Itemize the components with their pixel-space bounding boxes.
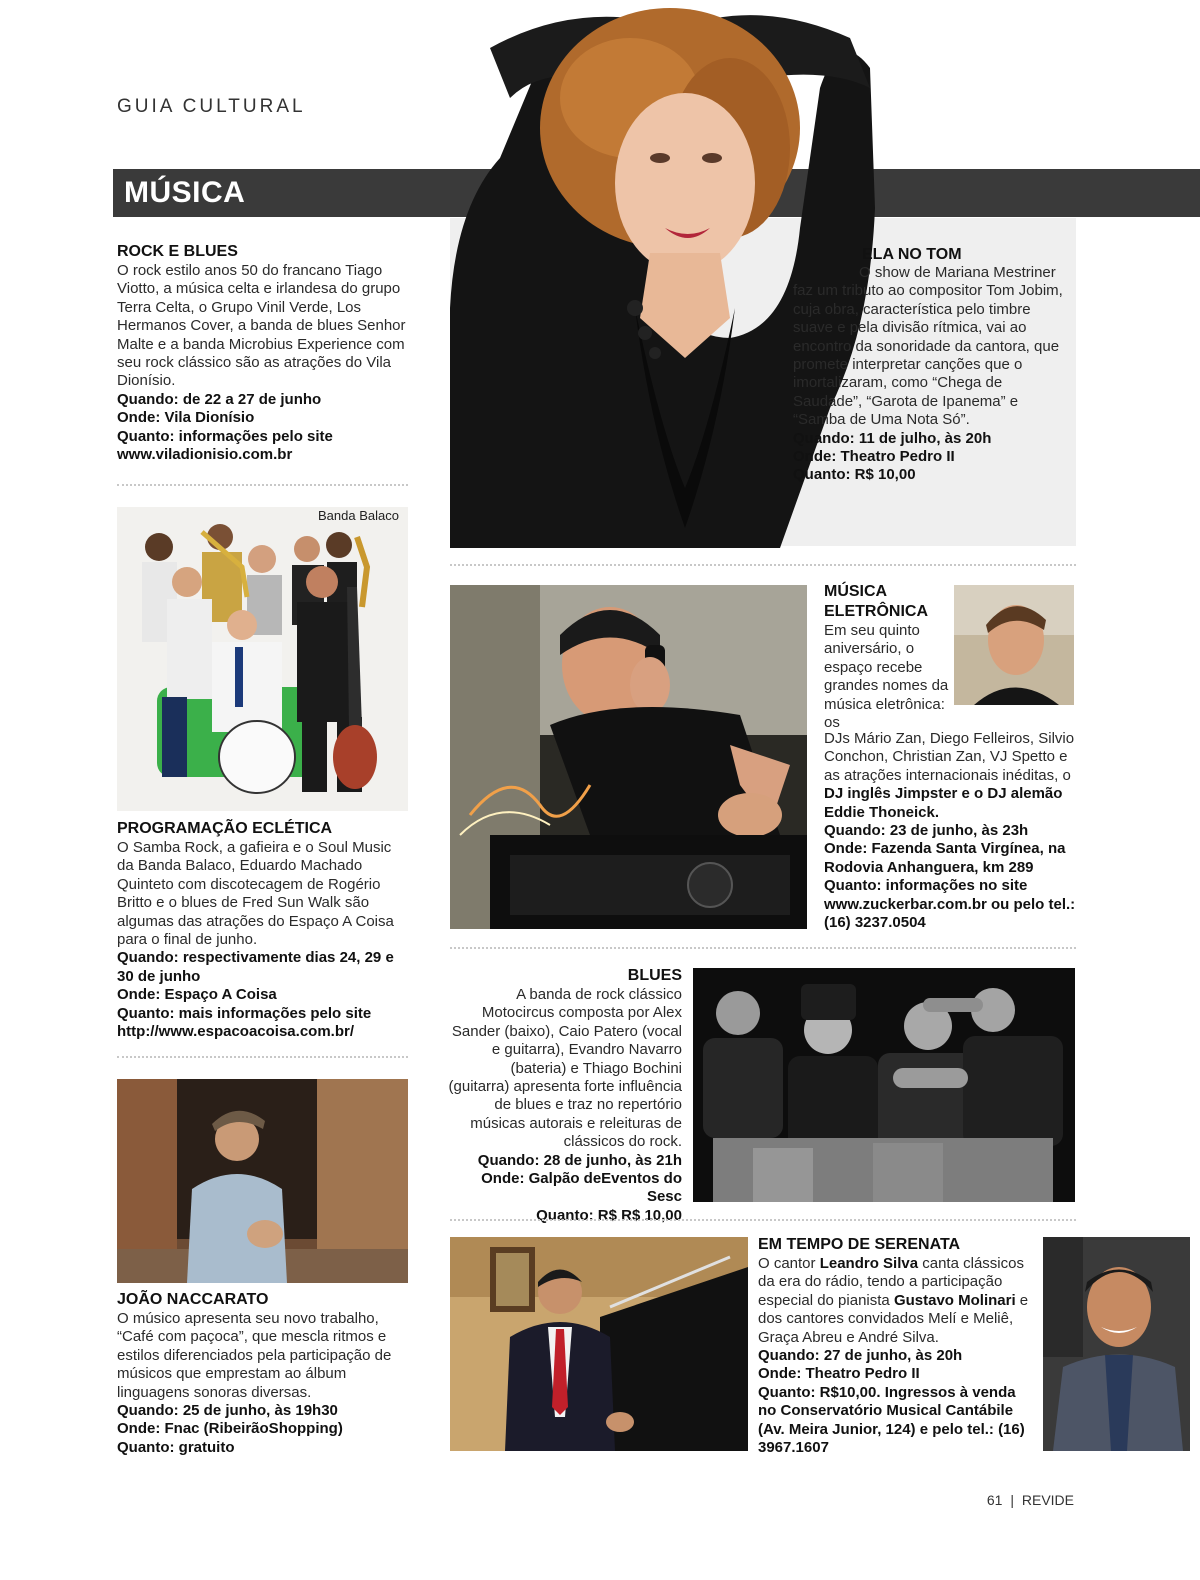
section-label: GUIA CULTURAL bbox=[117, 96, 306, 117]
body-part-3: e dos cantores convidados Melí e Meliê, Graça Abreu e André Silva. bbox=[758, 1291, 1029, 1346]
event-when: Quando: 25 de junho, às 19h30 bbox=[117, 1402, 338, 1420]
article-body bbox=[758, 1255, 1038, 1347]
joao-naccarato-photo bbox=[117, 1079, 408, 1283]
event-where: Onde: Theatro Pedro II bbox=[793, 448, 955, 466]
event-price: Quanto: R$10,00. Ingressos à venda no Conservatório Musical Cantábile (Av. Meira Junior, 124) e pelo tel.: (16) 3967.1607 bbox=[758, 1383, 1025, 1457]
leandro-silva-portrait bbox=[1043, 1237, 1190, 1451]
article-body: A banda de rock clássico Motocircus composta por Alex Sander (baixo), Caio Patero (vocal e guitarra), Evandro Navarro (bateria) e Thiago Bochini (guitarra) apresenta forte influência de blues e traz no repertório músicas autorais e releituras de clássicos do rock. bbox=[448, 986, 682, 1151]
article-title: JOÃO NACCARATO bbox=[117, 1291, 269, 1308]
jimpster-portrait bbox=[954, 585, 1074, 705]
event-where: Onde: Fnac (RibeirãoShopping) bbox=[117, 1420, 343, 1438]
event-price: Quanto: mais informações pelo site bbox=[117, 1004, 372, 1022]
serenata-article bbox=[758, 1235, 1038, 1457]
divider bbox=[450, 564, 1076, 566]
section-title: MÚSICA bbox=[124, 176, 246, 209]
musica-eletronica-title bbox=[824, 582, 949, 732]
event-site[interactable]: www.viladionisio.com.br bbox=[117, 446, 293, 464]
event-when: Quando: respectivamente dias 24, 29 e 30 de junho bbox=[117, 949, 394, 985]
programacao-ecletica-article bbox=[117, 819, 409, 1041]
ela-no-tom-article bbox=[770, 245, 1070, 265]
divider bbox=[117, 1056, 408, 1058]
article-body: O show de Mariana Mestriner faz um tributo ao compositor Tom Jobim, cuja obra, característica pelo timbre suave e pela divisão rítmica, vai ao encontro da sonoridade da cantora, que promete interpretar canções que o imortalizaram, como “Chega de Saudade”, “Garota de Ipanema” e “Samba de Uma Nota Só”. bbox=[793, 264, 1063, 429]
article-body: O Samba Rock, a gafieira e o Soul Music da Banda Balaco, Eduardo Machado Quinteto com discotecagem de Rogério Britto e o blues de Fred Sun Walk são algumas das atrações do Espaço A Coisa para o final de junho. bbox=[117, 839, 394, 949]
ela-no-tom-body bbox=[793, 264, 1073, 485]
joao-naccarato-article bbox=[117, 1290, 409, 1457]
event-where: Onde: Espaço A Coisa bbox=[117, 986, 277, 1004]
leandro-silva-name: Leandro Silva bbox=[819, 1255, 919, 1272]
article-title: EM TEMPO DE SERENATA bbox=[758, 1236, 961, 1253]
body-part-1: O cantor bbox=[758, 1255, 816, 1272]
event-when: Quando: 28 de junho, às 21h bbox=[477, 1151, 682, 1169]
magazine-name: REVIDE bbox=[1021, 1492, 1074, 1508]
article-title: PROGRAMAÇÃO ECLÉTICA bbox=[117, 820, 333, 837]
event-where: Onde: Theatro Pedro II bbox=[758, 1365, 920, 1383]
event-where: Onde: Vila Dionísio bbox=[117, 409, 255, 427]
musica-eletronica-article bbox=[824, 730, 1076, 932]
article-title: BLUES bbox=[627, 967, 682, 984]
dj-photo bbox=[450, 585, 807, 929]
article-title-line2: ELETRÔNICA bbox=[824, 603, 928, 620]
event-where: Onde: Galpão deEventos do Sesc bbox=[481, 1170, 682, 1206]
article-title: ELA NO TOM bbox=[862, 246, 962, 263]
divider bbox=[117, 484, 408, 486]
event-site[interactable]: http://www.espacoacoisa.com.br/ bbox=[117, 1023, 354, 1041]
rock-e-blues-article bbox=[117, 242, 407, 464]
page-footer bbox=[987, 1492, 1074, 1508]
article-highlight: DJ inglês Jimpster e o DJ alemão Eddie Thoneick. bbox=[824, 785, 1063, 821]
event-price: Quanto: informações pelo site bbox=[117, 427, 333, 445]
event-when: Quando: 27 de junho, às 20h bbox=[758, 1347, 963, 1365]
event-when: Quando: 23 de junho, às 23h bbox=[824, 822, 1029, 840]
article-body-bottom: DJs Mário Zan, Diego Felleiros, Silvio Conchon, Christian Zan, VJ Spetto e as atrações internacionais inéditas, o bbox=[824, 730, 1075, 784]
banda-balaco-photo bbox=[117, 507, 408, 811]
event-price: Quanto: R$ 10,00 bbox=[793, 466, 916, 484]
footer-separator: | bbox=[1010, 1492, 1014, 1508]
motocircus-photo bbox=[693, 968, 1075, 1202]
event-when: Quando: 11 de julho, às 20h bbox=[793, 429, 992, 447]
event-where: Onde: Fazenda Santa Virgínea, na Rodovia Anhanguera, km 289 bbox=[824, 840, 1066, 876]
article-body: O músico apresenta seu novo trabalho, “Café com paçoca”, que mescla ritmos e estilos diferenciados pela participação de músicos que emprestam ao álbum linguagens sonoras diversas. bbox=[117, 1310, 392, 1401]
divider bbox=[450, 947, 1076, 949]
gustavo-molinari-name: Gustavo Molinari bbox=[893, 1291, 1016, 1309]
article-body: O rock estilo anos 50 do francano Tiago Viotto, a música celta e irlandesa do grupo Terra Celta, o Grupo Vinil Verde, Los Hermanos Cover, a banda de blues Senhor Malte e a banda Microbius Experience com seu rock clássico são as atrações do Vila Dionísio. bbox=[117, 262, 406, 390]
event-price: Quanto: R$ R$ 10,00 bbox=[536, 1206, 682, 1224]
photo-caption: Banda Balaco bbox=[318, 508, 399, 523]
blues-article bbox=[448, 966, 682, 1225]
article-title-line1: MÚSICA bbox=[824, 583, 888, 600]
event-when: Quando: de 22 a 27 de junho bbox=[117, 390, 322, 408]
body-part-2: canta clássicos da era do rádio, tendo a participação especial do pianista bbox=[758, 1255, 1024, 1309]
divider bbox=[450, 1219, 1076, 1221]
page-number: 61 bbox=[986, 1492, 1003, 1508]
leandro-silva-photo bbox=[450, 1237, 748, 1451]
event-price: Quanto: gratuito bbox=[117, 1438, 235, 1456]
event-price: Quanto: informações no site www.zuckerbar.com.br ou pelo tel.: (16) 3237.0504 bbox=[824, 877, 1076, 932]
article-title: ROCK E BLUES bbox=[117, 243, 238, 260]
article-body-top: Em seu quinto aniversário, o espaço recebe grandes nomes da música eletrônica: os bbox=[824, 622, 949, 732]
